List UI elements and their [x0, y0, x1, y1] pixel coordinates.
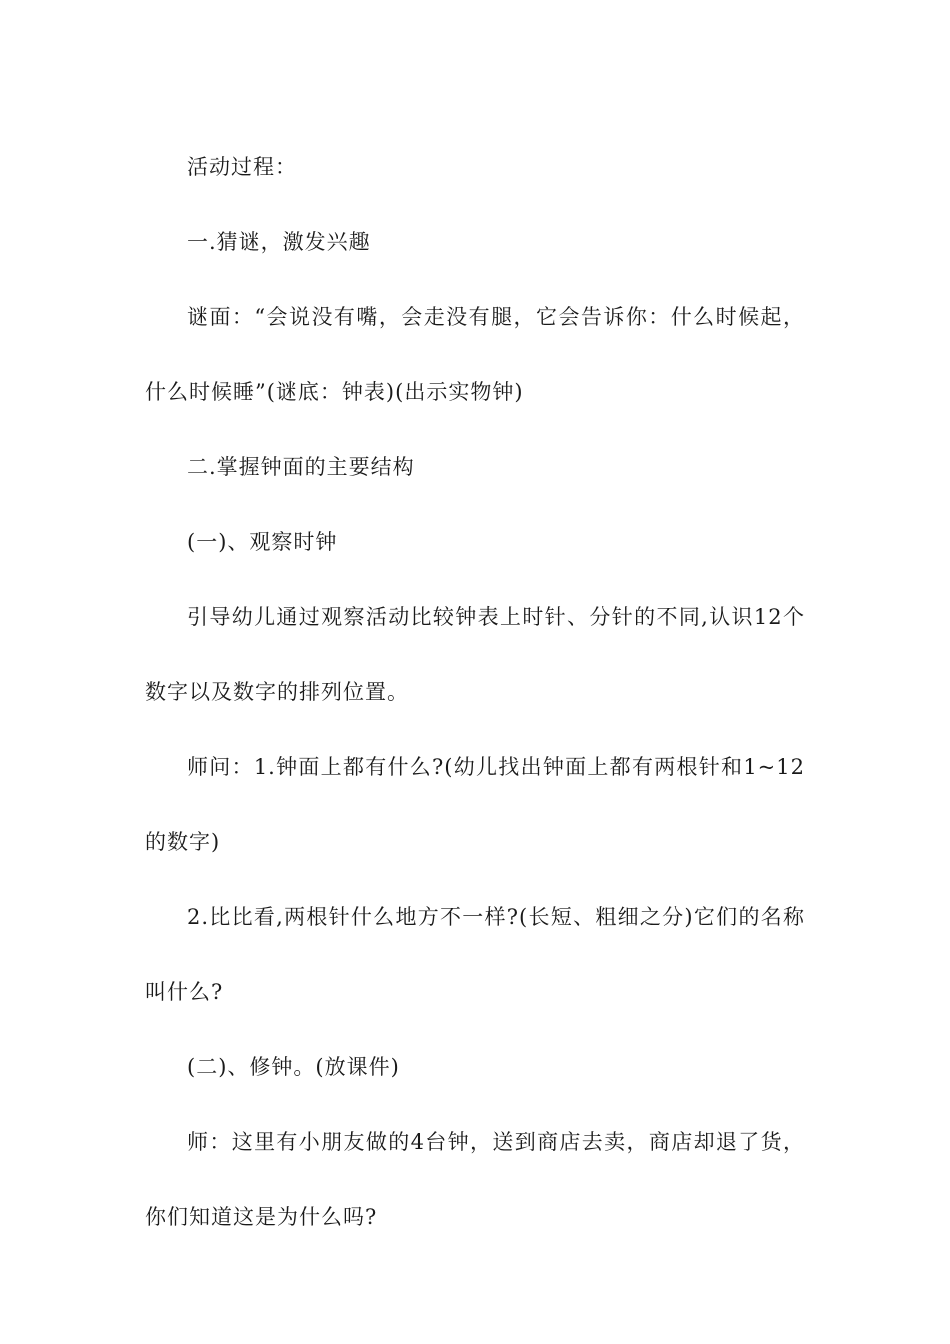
paragraph-guide-children: 引导幼儿通过观察活动比较钟表上时针、分针的不同,认识12个数字以及数字的排列位置。 — [145, 605, 805, 704]
section-heading-activity-process: 活动过程： — [187, 155, 297, 179]
section-heading-riddle: 一.猜谜，激发兴趣 — [187, 230, 371, 254]
subsection-heading-repair-clock: (二)、修钟。(放课件) — [187, 1055, 400, 1079]
paragraph-riddle: 谜面：“会说没有嘴，会走没有腿，它会告诉你：什么时候起，什么时候睡”(谜底：钟表)(出示实物钟) — [145, 305, 805, 404]
paragraph-teacher-question-1: 师问：1.钟面上都有什么?(幼儿找出钟面上都有两根针和1~12的数字) — [145, 755, 805, 854]
paragraph-teacher-question-2: 2.比比看,两根针什么地方不一样?(长短、粗细之分)它们的名称叫什么? — [145, 905, 805, 1004]
document-body — [145, 130, 805, 1255]
paragraph-teacher-story: 师：这里有小朋友做的4台钟，送到商店去卖，商店却退了货，你们知道这是为什么吗? — [145, 1130, 805, 1229]
section-heading-clock-structure: 二.掌握钟面的主要结构 — [187, 455, 415, 479]
subsection-heading-observe-clock: (一)、观察时钟 — [187, 530, 338, 554]
